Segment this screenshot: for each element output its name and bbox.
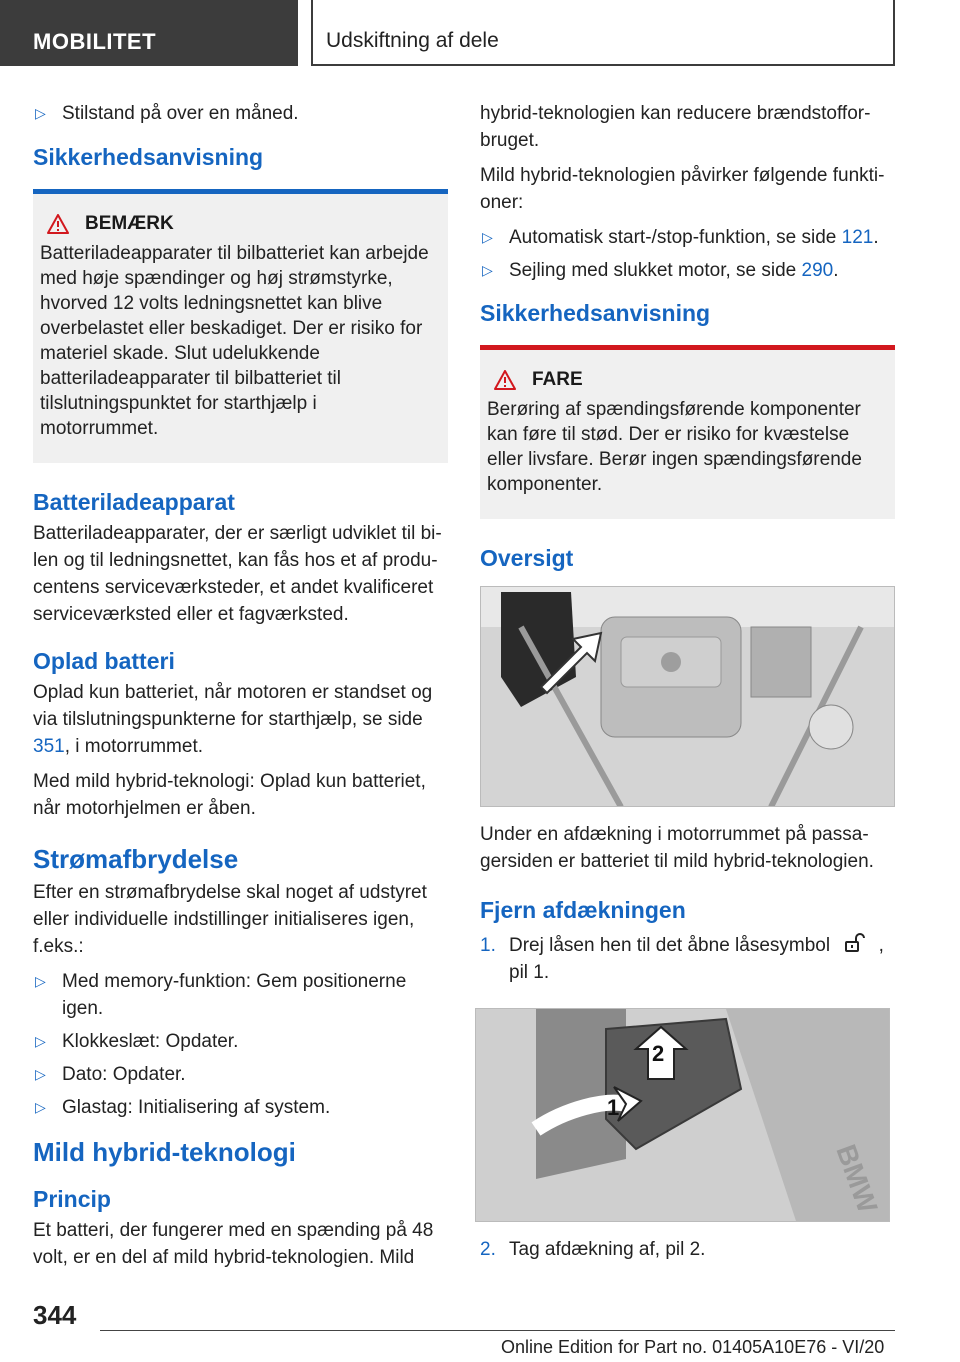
- principle-heading: Princip: [33, 1186, 111, 1212]
- power-heading: Strømafbrydelse: [33, 844, 239, 874]
- step-number: 1.: [480, 935, 496, 956]
- safety-heading: Sikkerhedsanvisning: [33, 144, 264, 170]
- page-number: 344: [33, 1300, 77, 1330]
- danger-label: FARE: [532, 369, 583, 390]
- list-item: ▷ Automatisk start-/stop-funktion, se side 121.: [480, 224, 895, 251]
- charge-text: Oplad kun batteriet, når motoren er standset og via tilslutningspunkterne for starthjælp, se side 351, i motorrummet.: [33, 682, 433, 757]
- brand-logo-text: BMW: [830, 1140, 884, 1217]
- step-1: 1. Drej låsen hen til det åbne låsesymbol , pil 1.: [480, 932, 895, 986]
- unlock-icon: [843, 932, 865, 954]
- affects-text: Mild hybrid-teknologien påvirker følgende funktioner:: [480, 165, 885, 213]
- page-link[interactable]: 290: [801, 260, 834, 281]
- triangle-bullet-icon: ▷: [35, 1066, 46, 1082]
- danger-box: [480, 350, 895, 519]
- list-item: ▷ Glastag: Initialisering af system.: [33, 1094, 448, 1121]
- triangle-bullet-icon: ▷: [35, 973, 46, 989]
- list-item: ▷ Stilstand på over en måned.: [33, 100, 448, 127]
- step-2: 2. Tag afdækning af, pil 2.: [480, 1236, 895, 1263]
- power-text: Efter en strømafbrydelse skal noget af udstyret eller individuelle indstillinger initialiseres igen, f.eks.:: [33, 882, 427, 957]
- charger-text: Batteriladeapparater, der er særligt udviklet til bilen og til ledningsnettet, kan fås hos et af producentens serviceværksteder, et andet kvalificeret serviceværksted eller et fagværksted.: [33, 523, 442, 625]
- charger-heading: Batteriladeapparat: [33, 489, 235, 515]
- page-header: [0, 0, 960, 66]
- arrow-1-label: 1: [607, 1095, 620, 1120]
- charge-heading: Oplad batteri: [33, 648, 175, 674]
- hybrid-heading: Mild hybrid-teknologi: [33, 1137, 296, 1167]
- triangle-bullet-icon: ▷: [35, 1033, 46, 1049]
- step-number: 2.: [480, 1239, 496, 1260]
- overview-caption: Under en afdækning i motorrummet på passagersiden er batteriet til mild hybrid-teknologien.: [480, 824, 874, 872]
- triangle-bullet-icon: ▷: [35, 1099, 46, 1115]
- list-item: ▷ Sejling med slukket motor, se side 290.: [480, 257, 895, 284]
- triangle-bullet-icon: ▷: [35, 105, 46, 121]
- danger-text: Berøring af spændingsførende komponenter kan føre til stød. Der er risiko for kvæstelse eller livsfare. Berør ingen spændingsførende komponenter.: [487, 399, 862, 495]
- charge-text-hybrid: Med mild hybrid-teknologi: Oplad kun batteriet, når motorhjelmen er åben.: [33, 771, 426, 819]
- list-item: ▷ Dato: Opdater.: [33, 1061, 448, 1088]
- chapter-tab: Udskiftning af dele: [311, 0, 895, 66]
- list-item: ▷ Med memory-funktion: Gem positionerne igen.: [33, 968, 448, 1022]
- affects-list: [480, 224, 895, 284]
- list-item: ▷ Klokkeslæt: Opdater.: [33, 1028, 448, 1055]
- notice-text: Batteriladeapparater til bilbatteriet kan arbejde med høje spændinger og høj strømstyrke, hvorved 12 volts ledningsnettet kan blive overbelastet eller beskadiget. Der er risiko for materiel skade. Slut udelukkende batteriladeapparater til bilbatteriet til tilslutningspunktet for starthjælp i motorrummet.: [40, 243, 429, 439]
- triangle-bullet-icon: ▷: [482, 262, 493, 278]
- notice-label: BEMÆRK: [85, 213, 174, 234]
- page-link[interactable]: 121: [841, 227, 874, 248]
- footer-divider: [100, 1330, 895, 1331]
- cover-image: [475, 1008, 890, 1222]
- warning-icon: [47, 214, 69, 234]
- principle-text: Et batteri, der fungerer med en spænding på 48 volt, er en del af mild hybrid-teknologien. Mild: [33, 1220, 434, 1268]
- warning-icon: [494, 370, 516, 390]
- notice-box: [33, 194, 448, 463]
- section-tab: MOBILITET: [0, 0, 298, 66]
- triangle-bullet-icon: ▷: [482, 229, 493, 245]
- page-link[interactable]: 351: [33, 736, 65, 757]
- power-list: [33, 968, 448, 1121]
- edition-text: Online Edition for Part no. 01405A10E76 - VI/20: [501, 1337, 885, 1357]
- engine-bay-image: [480, 586, 895, 807]
- continued-text: hybrid-teknologien kan reducere brændstofforbruget.: [480, 103, 871, 151]
- right-column: [480, 100, 895, 1263]
- overview-heading: Oversigt: [480, 545, 574, 571]
- remove-cover-heading: Fjern afdækningen: [480, 897, 686, 923]
- safety-heading: Sikkerhedsanvisning: [480, 300, 711, 326]
- arrow-2-label: 2: [652, 1041, 665, 1066]
- left-column: [33, 100, 448, 1271]
